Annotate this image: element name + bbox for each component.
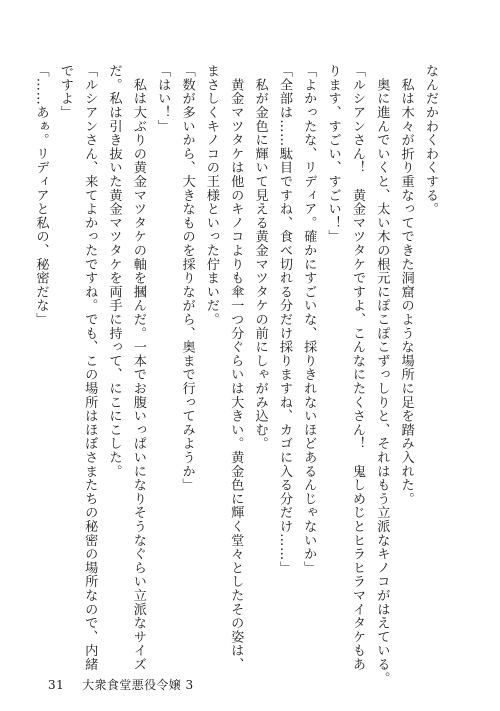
text-line: 「よかったな、リディア。確かにすごいな、採りきれないほどあるんじゃないか」: [301, 64, 317, 575]
text-line: 「……あぁ。リディアと私の、秘密だな」: [33, 64, 49, 327]
text-line: 「ルシアンさん、来てよかったですね。でも、この場所はほぼさまたちの秘密の場所なので、内緒: [82, 64, 98, 672]
text-line: まさしくキノコの王様といった佇まいだ。: [203, 64, 219, 327]
text-line: 奥に進んでいくと、太い木の根元にぽこぽこずっしりと、それはもう立派なキノコがはえている。: [374, 64, 390, 685]
text-line: 「はい！」: [155, 64, 171, 133]
text-line: なんだかわくわくする。: [423, 64, 438, 216]
page-number: 31: [48, 678, 65, 692]
text-line: ります、すごい、すごい！」: [325, 64, 341, 244]
text-line: 私は木々が折り重なってできた洞窟のような場所に足を踏み入れた。: [398, 64, 414, 506]
book-title: 大衆食堂悪役令嬢 3: [82, 678, 194, 692]
text-line: 私が金色に輝いて見える黄金マツタケの前にしゃがみ込む。: [252, 64, 268, 451]
text-line: 「全部は……駄目ですね、食べ切れる分だけ採りますね、カゴに入る分だけ……」: [276, 64, 292, 575]
text-line: 黄金マツタケは他のキノコよりも傘一つ分ぐらいは大きい。黄金色に輝く堂々としたその姿は、: [228, 64, 244, 672]
text-line: ですよ」: [57, 64, 73, 120]
page-footer: [48, 676, 194, 693]
text-line: 私は大ぶりの黄金マツタケの軸を摑んだ。一本でお腹いっぱいになりそうなぐらい立派なサイズ: [130, 64, 146, 672]
text-line: だ。私は引き抜いた黄金マツタケを両手に持って、にこにこした。: [106, 64, 122, 478]
text-line: 「ルシアンさん！ 黄金マツタケですよ、こんなにたくさん！ 鬼しめじとヒラヒラマイタケもあ: [349, 64, 365, 672]
text-line: 「数が多いから、大きなものを採りながら、奥まで行ってみようか」: [179, 64, 195, 492]
